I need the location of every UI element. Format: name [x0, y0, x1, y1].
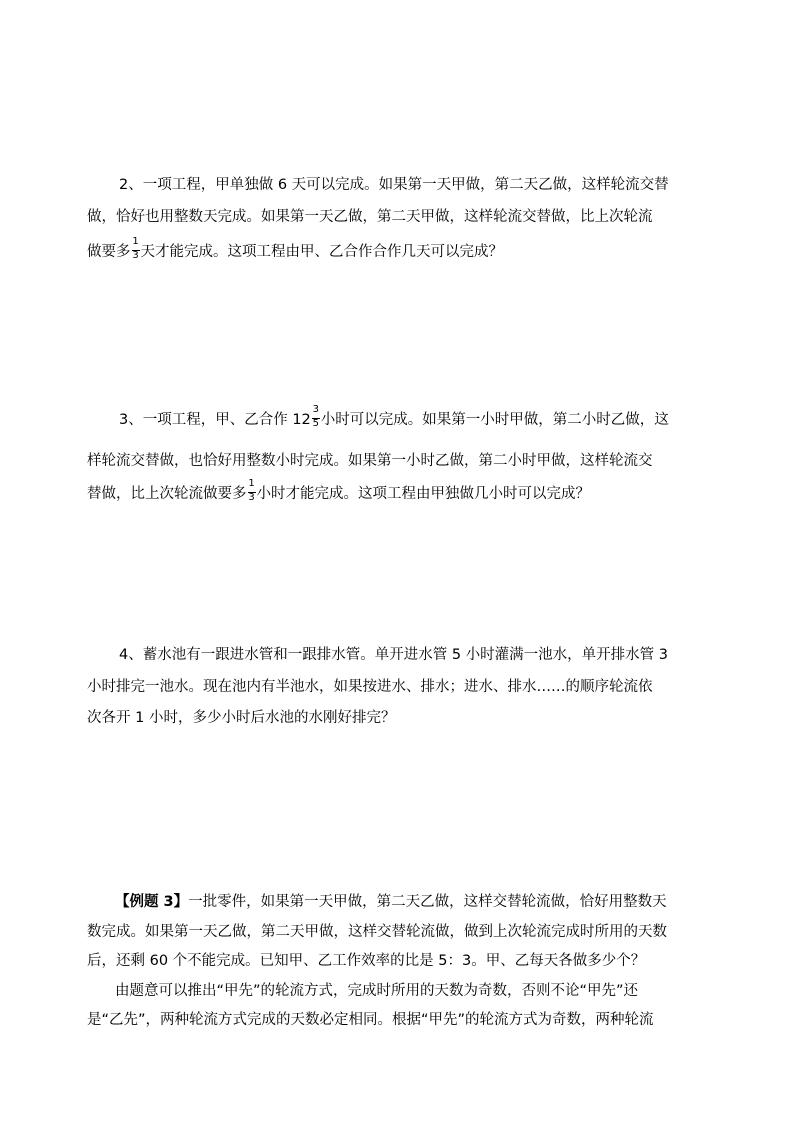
fraction-denominator: 3 — [132, 250, 139, 261]
problem-2-line-1: 2、一项工程，甲单独做 6 天可以完成。如果第一天甲做，第二天乙做，这样轮流交替 — [119, 177, 669, 193]
problem-3-line-1-start: 3、一项工程，甲、乙合作 12 — [119, 412, 311, 428]
problem-3-line-2: 样轮流交替做，也恰好用整数小时完成。如果第一小时乙做，第二小时甲做，这样轮流交 — [87, 453, 653, 469]
problem-3-line-3 — [87, 478, 590, 504]
fraction-one-third — [248, 478, 256, 504]
fraction-one-third — [132, 236, 140, 262]
example-label: 【例题 3】 — [115, 894, 189, 910]
problem-2-line-3-end: 天才能完成。这项工程由甲、乙合作合作几天可以完成？ — [140, 244, 503, 260]
problem-4-line-1: 4、蓄水池有一跟进水管和一跟排水管。单开进水管 5 小时灌满一池水，单开排水管 3 — [119, 647, 669, 663]
fraction-numerator: 1 — [248, 478, 255, 489]
problem-4-line-3: 次各开 1 小时，多少小时后水池的水刚好排完？ — [87, 710, 396, 726]
problem-3-line-3-start: 替做，比上次轮流做要多 — [87, 486, 247, 502]
example-3-line-4: 由题意可以推出“甲先”的轮流方式，完成时所用的天数为奇数，否则不论“甲先”还 — [115, 983, 639, 999]
fraction-three-fifths — [312, 404, 320, 430]
example-3-line-2: 数完成。如果第一天乙做，第二天甲做，这样交替轮流做，做到上次轮流完成时所用的天数 — [87, 924, 667, 940]
problem-4-line-2: 小时排完一池水。现在池内有半池水，如果按进水、排水；进水、排水……的顺序轮流依 — [87, 679, 653, 695]
problem-2-line-2: 做，恰好也用整数天完成。如果第一天乙做，第二天甲做，这样轮流交替做，比上次轮流 — [87, 209, 653, 225]
example-3-line-3: 后，还剩 60 个不能完成。已知甲、乙工作效率的比是 5：3。甲、乙每天各做多少个？ — [87, 953, 646, 969]
problem-2-line-3 — [87, 236, 503, 262]
fraction-denominator: 3 — [248, 492, 255, 503]
fraction-denominator: 5 — [312, 418, 319, 429]
problem-3-line-3-end: 小时才能完成。这项工程由甲独做几小时可以完成？ — [256, 486, 590, 502]
example-3-line-1-text: 一批零件，如果第一天甲做，第二天乙做，这样交替轮流做，恰好用整数天 — [188, 894, 667, 910]
fraction-numerator: 3 — [312, 404, 319, 415]
problem-2-line-3-start: 做要多 — [87, 244, 131, 260]
problem-3-line-1 — [119, 404, 669, 430]
example-3-line-5: 是“乙先”，两种轮流方式完成的天数必定相同。根据“甲先”的轮流方式为奇数，两种轮流 — [87, 1012, 654, 1028]
example-3-line-1 — [115, 892, 667, 912]
problem-3-line-1-end: 小时可以完成。如果第一小时甲做，第二小时乙做，这 — [320, 412, 669, 428]
fraction-numerator: 1 — [132, 236, 139, 247]
